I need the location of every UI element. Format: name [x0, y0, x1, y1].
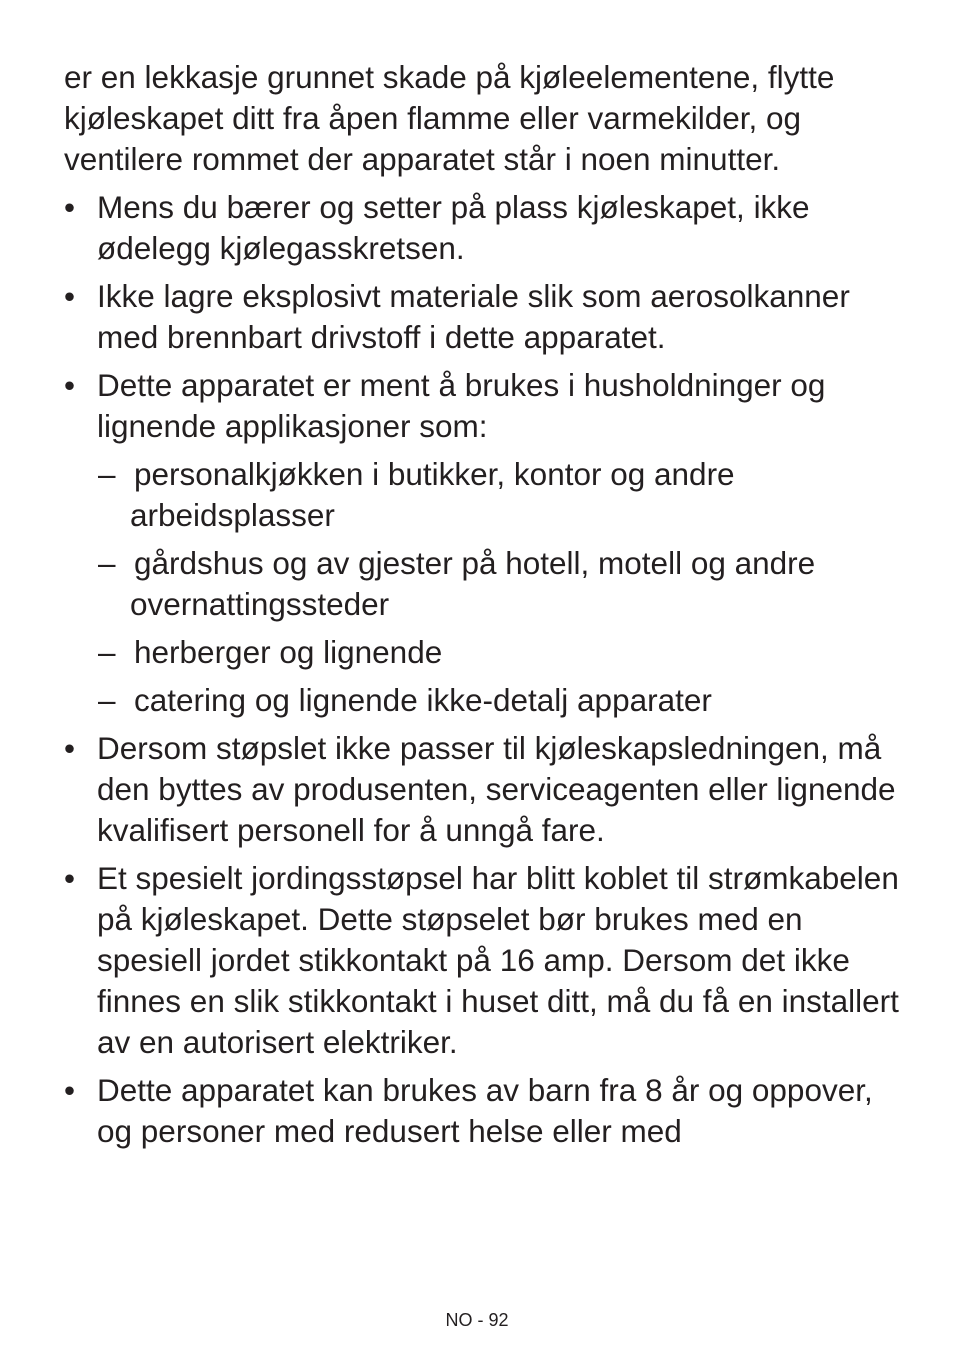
dash-mark: –: [98, 634, 116, 670]
sub-item: [98, 454, 904, 536]
bullet-item: [64, 1070, 904, 1152]
bullet-mark: •: [64, 730, 76, 766]
bullet-text: Dette apparatet kan brukes av barn fra 8 år og oppover, og personer med redusert helse eller med: [97, 1072, 873, 1149]
bullet-text: Dersom støpslet ikke passer til kjøleskapsledningen, må den byttes av produsenten, serviceagenten eller lignende kvalifisert personell for å unngå fare.: [97, 730, 896, 848]
body-text: [64, 57, 904, 1152]
bullet-item: [64, 276, 904, 358]
sub-item: [98, 680, 904, 721]
sub-item: [98, 632, 904, 673]
dash-mark: –: [98, 456, 116, 492]
sub-item-text: herberger og lignende: [134, 634, 443, 670]
bullet-text: Ikke lagre eksplosivt materiale slik som aerosolkanner med brennbart drivstoff i dette apparatet.: [97, 278, 850, 355]
sub-list: [97, 454, 904, 721]
bullet-item: [64, 187, 904, 269]
bullet-mark: •: [64, 860, 76, 896]
sub-item-text: personalkjøkken i butikker, kontor og andre arbeidsplasser: [130, 456, 735, 533]
sub-item: [98, 543, 904, 625]
bullet-mark: •: [64, 367, 76, 403]
sub-item-text: catering og lignende ikke-detalj apparater: [134, 682, 712, 718]
bullet-item: [64, 858, 904, 1063]
bullet-mark: •: [64, 1072, 76, 1108]
dash-mark: –: [98, 682, 116, 718]
bullet-item: [64, 365, 904, 721]
page-number: NO - 92: [445, 1310, 509, 1330]
intro-paragraph: er en lekkasje grunnet skade på kjøleelementene, flytte kjøleskapet ditt fra åpen flamme eller varmekilder, og ventilere rommet der apparatet står i noen minutter.: [64, 59, 835, 177]
dash-mark: –: [98, 545, 116, 581]
sub-item-text: gårdshus og av gjester på hotell, motell og andre overnattingssteder: [130, 545, 816, 622]
bullet-text: Et spesielt jordingsstøpsel har blitt koblet til strømkabelen på kjøleskapet. Dette støpselet bør brukes med en spesiell jordet stikkontakt på 16 amp. Dersom det ikke finnes en slik stikkontakt i huset ditt, må du få en installert av en autorisert elektriker.: [97, 860, 899, 1060]
bullet-list: [64, 187, 904, 1152]
bullet-mark: •: [64, 189, 76, 225]
bullet-text: Mens du bærer og setter på plass kjøleskapet, ikke ødelegg kjølegasskretsen.: [97, 189, 810, 266]
bullet-text: Dette apparatet er ment å brukes i husholdninger og lignende applikasjoner som:: [97, 367, 826, 444]
bullet-item: [64, 728, 904, 851]
bullet-mark: •: [64, 278, 76, 314]
